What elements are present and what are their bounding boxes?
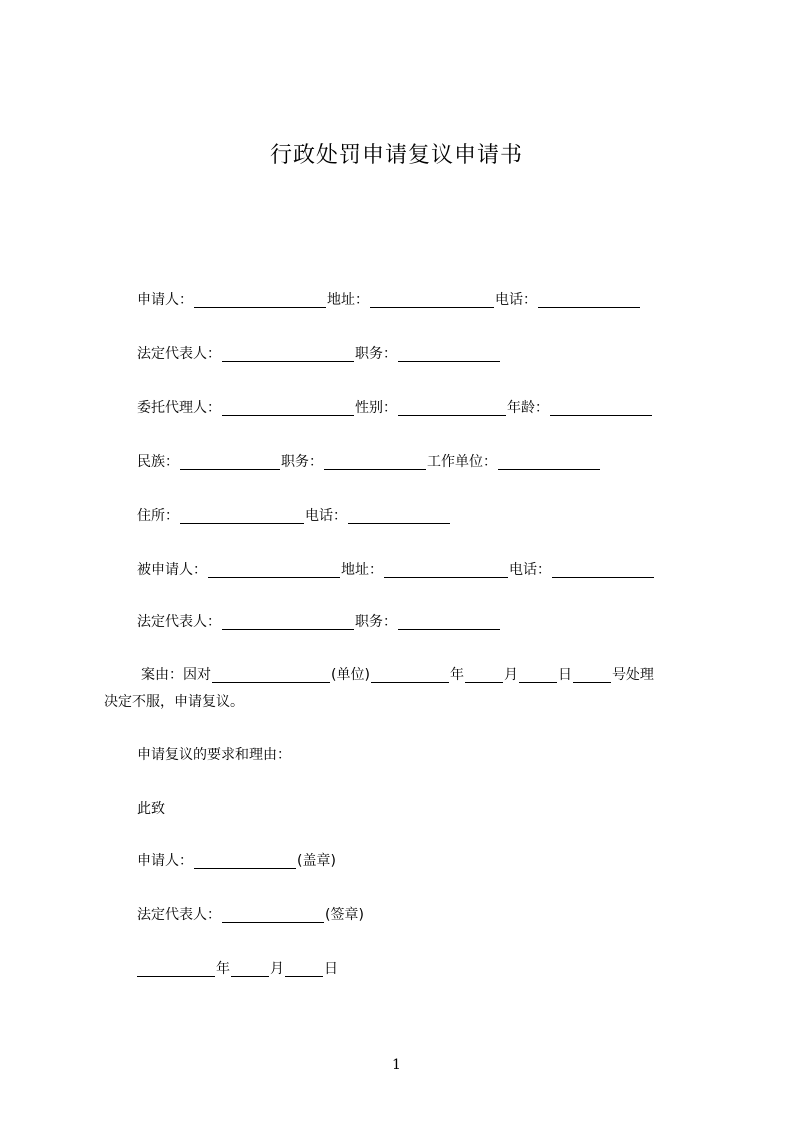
agent-position-blank[interactable] bbox=[324, 455, 426, 470]
respondent-phone-blank[interactable] bbox=[552, 563, 654, 578]
case-suffix: 号处理 bbox=[611, 667, 654, 683]
signature-legal-rep-blank[interactable] bbox=[222, 908, 324, 923]
date-year-blank[interactable] bbox=[137, 962, 215, 977]
signature-applicant-label: 申请人： bbox=[137, 853, 193, 869]
applicant-legal-rep-label: 法定代表人： bbox=[137, 346, 221, 362]
case-year-blank[interactable] bbox=[371, 668, 449, 683]
signature-legal-rep-label: 法定代表人： bbox=[137, 907, 221, 923]
residence-row bbox=[137, 506, 451, 526]
case-year-label: 年 bbox=[449, 667, 464, 683]
case-continuation: 决定不服，申请复议。 bbox=[104, 694, 244, 710]
document-title: 行政处罚申请复议申请书 bbox=[269, 143, 523, 168]
applicant-legal-rep-blank[interactable] bbox=[222, 347, 354, 362]
respondent-address-blank[interactable] bbox=[384, 563, 508, 578]
case-unit-label: (单位) bbox=[331, 667, 370, 683]
applicant-row bbox=[137, 290, 641, 310]
respondent-phone-label: 电话： bbox=[509, 562, 551, 578]
agent-details-row bbox=[137, 452, 601, 472]
signature-applicant-blank[interactable] bbox=[194, 854, 296, 869]
salutation-row bbox=[137, 799, 165, 819]
date-row bbox=[137, 959, 338, 979]
agent-age-blank[interactable] bbox=[550, 401, 652, 416]
applicant-address-blank[interactable] bbox=[370, 293, 494, 308]
agent-name-blank[interactable] bbox=[222, 401, 354, 416]
signature-legal-rep-seal: (签章) bbox=[325, 907, 364, 923]
agent-gender-label: 性别： bbox=[355, 400, 397, 416]
ethnicity-label: 民族： bbox=[137, 454, 179, 470]
date-month-label: 月 bbox=[270, 961, 284, 977]
applicant-name-blank[interactable] bbox=[194, 293, 326, 308]
signature-applicant-seal: (盖章) bbox=[297, 853, 336, 869]
respondent-row bbox=[137, 560, 655, 580]
case-number-blank[interactable] bbox=[573, 668, 611, 683]
respondent-address-label: 地址： bbox=[341, 562, 383, 578]
agent-gender-blank[interactable] bbox=[398, 401, 506, 416]
date-day-label: 日 bbox=[324, 961, 338, 977]
applicant-phone-label: 电话： bbox=[495, 292, 537, 308]
agent-label: 委托代理人： bbox=[137, 400, 221, 416]
residence-label: 住所： bbox=[137, 508, 179, 524]
applicant-address-label: 地址： bbox=[327, 292, 369, 308]
agent-position-label: 职务： bbox=[281, 454, 323, 470]
date-day-blank[interactable] bbox=[285, 962, 323, 977]
date-year-label: 年 bbox=[216, 961, 230, 977]
signature-applicant-row bbox=[137, 851, 336, 871]
respondent-legal-rep-position-label: 职务： bbox=[355, 614, 397, 630]
respondent-legal-rep-row bbox=[137, 612, 501, 632]
applicant-phone-blank[interactable] bbox=[538, 293, 640, 308]
date-month-blank[interactable] bbox=[231, 962, 269, 977]
respondent-legal-rep-label: 法定代表人： bbox=[137, 614, 221, 630]
signature-legal-rep-row bbox=[137, 905, 364, 925]
case-prefix: 案由：因对 bbox=[141, 667, 211, 683]
page-number: 1 bbox=[392, 1057, 401, 1073]
request-heading-row bbox=[137, 745, 291, 765]
salutation: 此致 bbox=[137, 801, 165, 817]
case-month-label: 月 bbox=[503, 667, 518, 683]
residence-phone-blank[interactable] bbox=[348, 509, 450, 524]
request-heading: 申请复议的要求和理由： bbox=[137, 747, 291, 763]
ethnicity-blank[interactable] bbox=[180, 455, 280, 470]
workplace-label: 工作单位： bbox=[427, 454, 497, 470]
applicant-legal-rep-position-label: 职务： bbox=[355, 346, 397, 362]
case-row bbox=[141, 665, 654, 685]
respondent-legal-rep-position-blank[interactable] bbox=[398, 615, 500, 630]
respondent-label: 被申请人： bbox=[137, 562, 207, 578]
agent-age-label: 年龄： bbox=[507, 400, 549, 416]
applicant-name-label: 申请人： bbox=[137, 292, 193, 308]
applicant-legal-rep-position-blank[interactable] bbox=[398, 347, 500, 362]
case-day-label: 日 bbox=[557, 667, 572, 683]
case-unit-blank[interactable] bbox=[212, 668, 330, 683]
applicant-legal-rep-row bbox=[137, 344, 501, 364]
workplace-blank[interactable] bbox=[498, 455, 600, 470]
respondent-name-blank[interactable] bbox=[208, 563, 340, 578]
residence-blank[interactable] bbox=[180, 509, 304, 524]
case-day-blank[interactable] bbox=[519, 668, 557, 683]
respondent-legal-rep-blank[interactable] bbox=[222, 615, 354, 630]
residence-phone-label: 电话： bbox=[305, 508, 347, 524]
case-month-blank[interactable] bbox=[465, 668, 503, 683]
agent-row bbox=[137, 398, 653, 418]
